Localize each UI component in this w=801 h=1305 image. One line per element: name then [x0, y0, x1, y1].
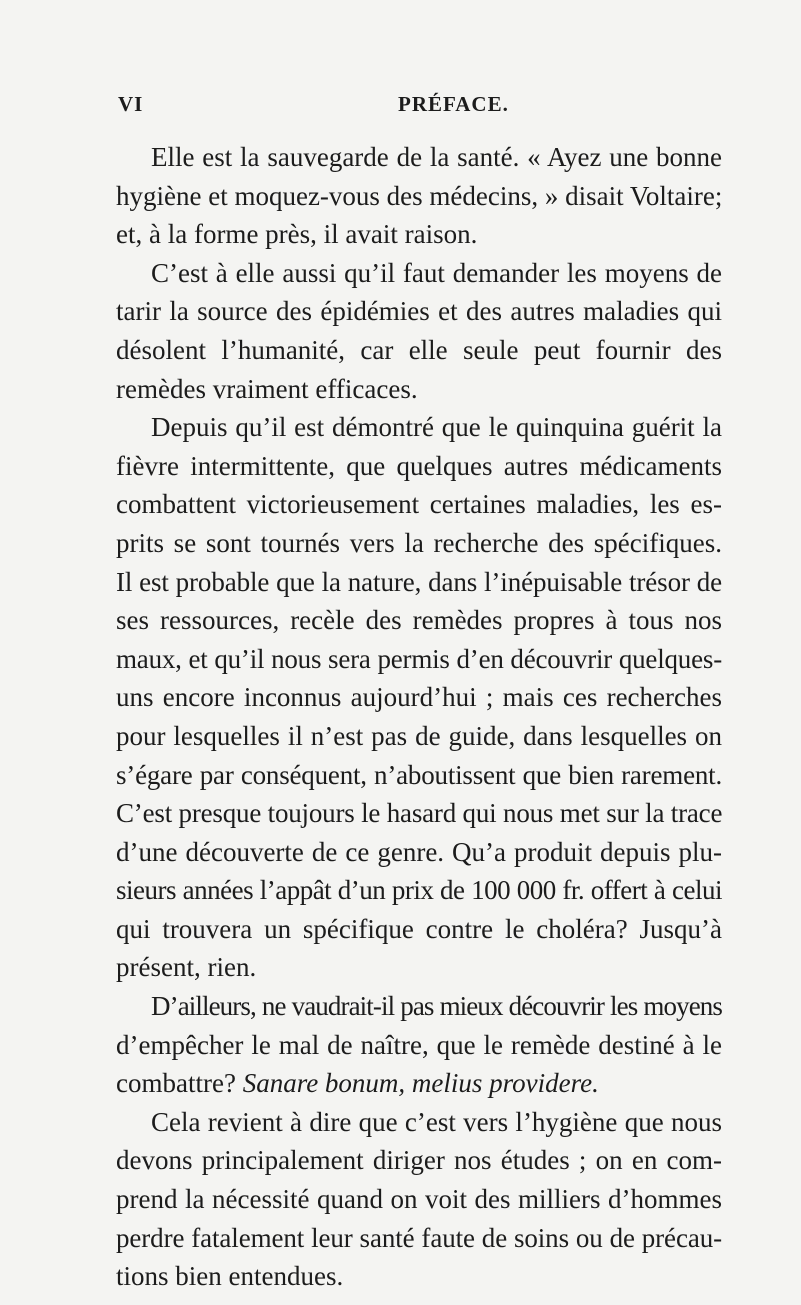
page-number: VI	[118, 92, 144, 116]
text-line: ses ressources, recèle des remèdes propres à tous nos	[116, 605, 722, 636]
text-line: Depuis qu’il est démontré que le quinquina guérit la	[151, 412, 722, 443]
text-fragment: combattre?	[116, 1068, 236, 1099]
text-line: et, à la forme près, il avait raison.	[116, 219, 478, 250]
text-line: Elle est la sauvegarde de la santé. « Ayez une bonne	[151, 142, 722, 172]
text-line: s’égare par conséquent, n’aboutissent que bien rarement.	[116, 759, 722, 790]
text-line: Cela revient à dire que c’est vers l’hygiène que nous	[151, 1106, 722, 1137]
running-title: PRÉFACE.	[398, 92, 509, 116]
text-line: fièvre intermittente, que quelques autres médicaments	[116, 450, 722, 481]
text-line: sieurs années l’appât d’un prix de 100 000 fr. offert à celui	[116, 875, 722, 906]
text-line: hygiène et moquez-vous des médecins, » disait Voltaire;	[116, 180, 723, 211]
text-line: Il est probable que la nature, dans l’inépuisable trésor de	[116, 566, 722, 597]
text-line: présent, rien.	[116, 952, 257, 983]
text-line: tarir la source des épidémies et des autres maladies qui	[116, 296, 722, 327]
text-line: pour lesquelles il n’est pas de guide, dans lesquelles on	[116, 720, 722, 751]
text-line: d’une découverte de ce genre. Qu’a produit depuis plu-	[116, 836, 722, 867]
latin-maxim: Sanare bonum, melius providere.	[242, 1068, 599, 1099]
body-text	[116, 138, 722, 1296]
text-line: maux, et qu’il nous sera permis d’en découvrir quelques-	[116, 643, 722, 674]
text-line: désolent l’humanité, car elle seule peut fournir des	[116, 334, 722, 365]
text-line: combattent victorieusement certaines maladies, les es-	[116, 489, 722, 520]
text-line: d’empêcher le mal de naître, que le remède destiné à le	[116, 1029, 722, 1060]
text-line: uns encore inconnus aujourd’hui ; mais ces recherches	[116, 682, 722, 713]
text-line: prend la nécessité quand on voit des milliers d’hommes	[116, 1184, 722, 1215]
text-line: devons principalement diriger nos études ; on en com-	[116, 1145, 722, 1176]
text-line: perdre fatalement leur santé faute de soins ou de précau-	[116, 1222, 722, 1253]
text-line: C’est à elle aussi qu’il faut demander les moyens de	[151, 257, 722, 288]
text-line: C’est presque toujours le hasard qui nous met sur la trace	[116, 798, 723, 829]
text-line	[116, 1064, 722, 1103]
running-head	[118, 92, 721, 126]
text-line: remèdes vraiment efficaces.	[116, 373, 418, 404]
text-line: tions bien entendues.	[116, 1261, 344, 1292]
text-line: qui trouvera un spécifique contre le choléra? Jusqu’à	[116, 913, 722, 944]
text-line: D’ailleurs, ne vaudrait-il pas mieux découvrir les moyens	[151, 991, 722, 1022]
text-line: prits se sont tournés vers la recherche des spécifiques.	[116, 527, 722, 558]
